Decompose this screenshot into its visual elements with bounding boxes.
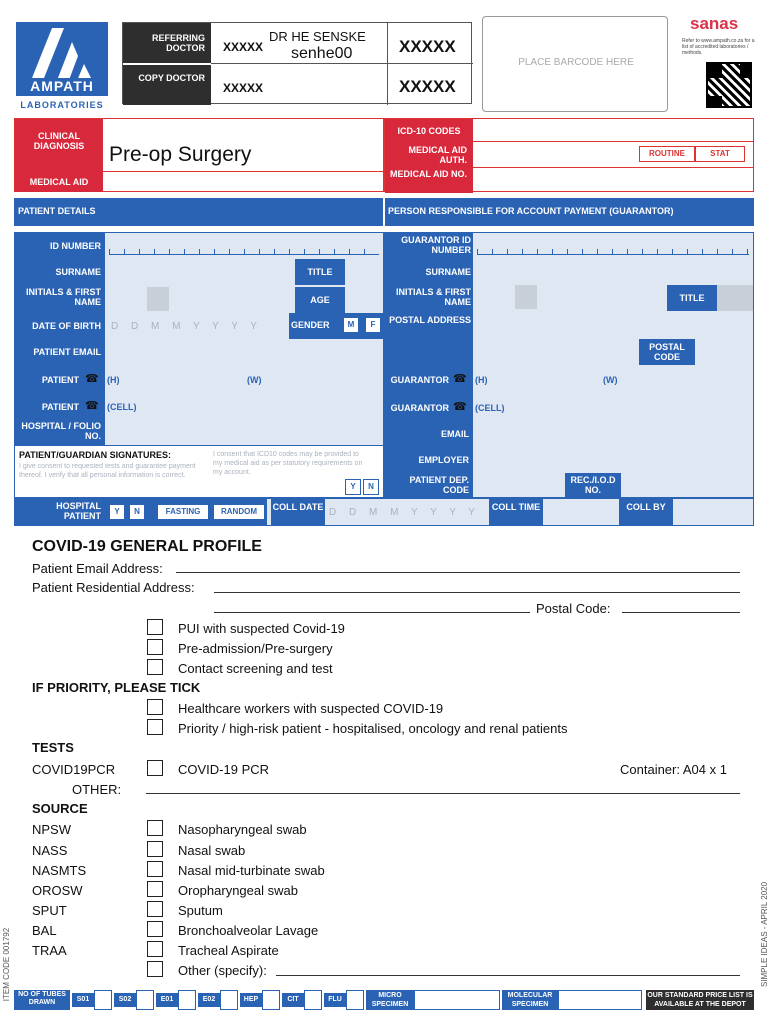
hospital-folio-label: HOSPITAL / FOLIO NO. <box>21 421 101 441</box>
address-line-2[interactable] <box>214 612 530 613</box>
dob-label: DATE OF BIRTH <box>32 321 101 331</box>
patient-email-label: PATIENT EMAIL <box>33 347 101 357</box>
icd-consent-y[interactable]: Y <box>345 479 361 495</box>
contact-screening-label: Contact screening and test <box>178 661 333 676</box>
tubes-label: NO OF TUBES DRAWN <box>18 991 66 1006</box>
ref-name: DR HE SENSKE <box>269 29 366 44</box>
phone-icon: ☎ <box>453 373 467 385</box>
routine-button[interactable]: ROUTINE <box>639 146 695 162</box>
gender-f-checkbox[interactable]: F <box>365 317 381 333</box>
postal-code-text: Postal Code: <box>536 601 611 616</box>
container-label: Container: A04 x 1 <box>620 762 727 777</box>
source-name: Nasal swab <box>178 843 246 858</box>
signatures-label: PATIENT/GUARDIAN SIGNATURES: <box>19 450 171 460</box>
patient-details-form <box>14 232 384 498</box>
source-code: TRAA <box>32 943 67 958</box>
stat-button[interactable]: STAT <box>695 146 745 162</box>
medical-aid-label: MEDICAL AID <box>29 177 89 187</box>
g-cell-label: (CELL) <box>475 403 505 413</box>
clinical-diagnosis-value[interactable]: Pre-op Surgery <box>109 143 252 166</box>
pui-label: PUI with suspected Covid-19 <box>178 621 345 636</box>
sanas-note: Refer to www.ampath.co.za for a list of accredited laboratories / methods. <box>682 38 755 56</box>
phone-home-label: PATIENT <box>41 375 79 385</box>
consent-text-1: I give consent to requested tests and guarantee payment thereof. I verify that all personal information is correct. <box>19 463 196 479</box>
healthcare-checkbox[interactable] <box>147 699 163 715</box>
phone-w-label: (W) <box>247 375 262 385</box>
qr-code-icon <box>706 62 752 108</box>
source-name: Oropharyngeal swab <box>178 883 298 898</box>
high-risk-checkbox[interactable] <box>147 719 163 735</box>
postal-code-line[interactable] <box>622 612 740 613</box>
phone-cell-value-label: (CELL) <box>107 402 137 412</box>
source-checkbox[interactable] <box>147 881 163 897</box>
barcode-area[interactable] <box>482 16 668 112</box>
phone-cell-label: PATIENT <box>41 402 79 412</box>
logo-name: AMPATH <box>16 78 108 94</box>
hospital-patient-n[interactable]: N <box>129 504 145 520</box>
tube-code: E01 <box>156 993 178 1007</box>
fasting-button[interactable]: FASTING <box>157 504 209 520</box>
patient-details-heading: PATIENT DETAILS <box>18 206 96 216</box>
ref-code2: XXXXX <box>399 37 456 56</box>
other-label: OTHER: <box>72 782 122 797</box>
source-name: Tracheal Aspirate <box>178 943 279 958</box>
residential-address-label: Patient Residential Address: <box>32 580 195 595</box>
g-title-label: TITLE <box>667 285 717 311</box>
postal-address-label: POSTAL ADDRESS <box>389 315 471 325</box>
title-label: TITLE <box>295 259 345 285</box>
covid-pcr-checkbox[interactable] <box>147 760 163 776</box>
referring-label: REFERRING DOCTOR <box>151 33 205 53</box>
source-checkbox[interactable] <box>147 901 163 917</box>
item-code: ITEM CODE 001792 <box>2 927 12 1002</box>
healthcare-label: Healthcare workers with suspected COVID-19 <box>178 701 444 716</box>
icd-label: ICD-10 CODES <box>397 126 461 136</box>
g-surname-label: SURNAME <box>425 267 471 277</box>
covid-title: COVID-19 GENERAL PROFILE <box>32 538 262 555</box>
doctor-box <box>122 22 472 104</box>
ampath-logo <box>14 18 110 114</box>
high-risk-label: Priority / high-risk patient - hospitalised, oncology and renal patients <box>178 721 568 736</box>
clinical-diagnosis-label: CLINICAL DIAGNOSIS <box>33 131 85 151</box>
initials-label: INITIALS & FIRST NAME <box>26 287 101 307</box>
tube-count-input[interactable] <box>178 990 196 1010</box>
email-line[interactable] <box>176 572 740 573</box>
tube-count-input[interactable] <box>220 990 238 1010</box>
rec-iod-label: REC./I.O.D NO. <box>565 473 621 497</box>
tube-code: HEP <box>240 993 262 1007</box>
source-checkbox[interactable] <box>147 941 163 957</box>
hospital-patient-y[interactable]: Y <box>109 504 125 520</box>
source-code: NASS <box>32 843 68 858</box>
source-code: NASMTS <box>32 863 87 878</box>
random-button[interactable]: RANDOM <box>213 504 265 520</box>
consent-text-2: I consent that ICD10 codes may be provided to my medical aid as per statutory requirements on my account. <box>213 451 363 476</box>
patient-email-address-label: Patient Email Address: <box>32 561 163 576</box>
icd-consent-n[interactable]: N <box>363 479 379 495</box>
tube-code: S01 <box>72 993 94 1007</box>
barcode-label: PLACE BARCODE HERE <box>518 57 634 68</box>
footer-bar <box>14 990 754 1010</box>
micro-input[interactable] <box>414 990 500 1010</box>
tests-heading: TESTS <box>32 740 74 755</box>
surname-label: SURNAME <box>55 267 101 277</box>
source-name: Other (specify): <box>178 963 267 978</box>
tube-count-input[interactable] <box>304 990 322 1010</box>
employer-label: EMPLOYER <box>418 455 469 465</box>
source-code: SPUT <box>32 903 67 918</box>
tube-code: CIT <box>282 993 304 1007</box>
test-code: COVID19PCR <box>32 762 116 777</box>
address-line[interactable] <box>214 592 740 593</box>
micro-label: MICRO SPECIMEN <box>366 990 414 1010</box>
guarantor-id-label: GUARANTOR ID NUMBER <box>401 235 471 255</box>
contact-screening-checkbox[interactable] <box>147 659 163 675</box>
coll-date-label: COLL DATE <box>271 499 325 525</box>
source-name: Bronchoalveolar Lavage <box>178 923 319 938</box>
postal-code-label: POSTAL CODE <box>639 339 695 365</box>
ref-code: XXXXX <box>223 40 264 54</box>
tube-code: S02 <box>114 993 136 1007</box>
source-name: Nasopharyngeal swab <box>178 822 307 837</box>
copy-code2: XXXXX <box>399 77 456 96</box>
tube-code: E02 <box>198 993 220 1007</box>
icd-box[interactable] <box>384 118 754 192</box>
g-email-label: EMAIL <box>441 429 469 439</box>
phone-icon: ☎ <box>85 400 99 412</box>
g-w-label: (W) <box>603 375 618 385</box>
guarantor-heading: PERSON RESPONSIBLE FOR ACCOUNT PAYMENT (GUARANTOR) <box>388 206 674 216</box>
gender-m-checkbox[interactable]: M <box>343 317 359 333</box>
sanas-logo: sanas <box>690 14 739 33</box>
g-h-label: (H) <box>475 375 488 385</box>
guarantor-form <box>384 232 754 498</box>
pui-checkbox[interactable] <box>147 619 163 635</box>
gender-label: GENDER <box>291 320 330 330</box>
age-label: AGE <box>295 287 345 313</box>
source-checkbox[interactable] <box>147 921 163 937</box>
pre-admission-label: Pre-admission/Pre-surgery <box>178 641 333 656</box>
molecular-label: MOLECULAR SPECIMEN <box>502 990 558 1010</box>
guarantor-phone-h-label: GUARANTOR <box>390 375 449 385</box>
tube-count-input[interactable] <box>136 990 154 1010</box>
molecular-input[interactable] <box>558 990 642 1010</box>
clinical-diagnosis-box[interactable] <box>14 118 384 192</box>
source-code: NPSW <box>32 822 71 837</box>
copy-code: XXXXX <box>223 81 264 95</box>
source-checkbox[interactable] <box>147 961 163 977</box>
price-list-note: OUR STANDARD PRICE LIST IS AVAILABLE AT THE DEPOT <box>647 992 753 1008</box>
source-code: OROSW <box>32 883 83 898</box>
source-code: BAL <box>32 923 57 938</box>
coll-by-label: COLL BY <box>619 499 673 525</box>
collection-row <box>14 498 754 526</box>
coll-date-placeholder[interactable]: D D M M Y Y Y Y <box>329 507 480 518</box>
tube-count-input[interactable] <box>346 990 364 1010</box>
dep-code-label: PATIENT DEP. CODE <box>409 475 469 495</box>
source-checkbox[interactable] <box>147 861 163 877</box>
dob-placeholder[interactable]: D D M M Y Y Y Y <box>111 321 262 332</box>
other-line[interactable] <box>146 793 740 794</box>
source-name: Sputum <box>178 903 223 918</box>
phone-icon: ☎ <box>85 373 99 385</box>
tube-count-input[interactable] <box>262 990 280 1010</box>
other-specify-line[interactable] <box>276 975 740 976</box>
source-checkbox[interactable] <box>147 841 163 857</box>
copy-label: COPY DOCTOR <box>138 73 205 83</box>
aid-no-label: MEDICAL AID NO. <box>389 169 467 179</box>
phone-h-label: (H) <box>107 375 120 385</box>
source-name: Nasal mid-turbinate swab <box>178 863 325 878</box>
tube-count-input[interactable] <box>94 990 112 1010</box>
guarantor-phone-cell-label: GUARANTOR <box>390 403 449 413</box>
tube-code: FLU <box>324 993 346 1007</box>
priority-heading: IF PRIORITY, PLEASE TICK <box>32 680 201 695</box>
covid-pcr-label: COVID-19 PCR <box>178 762 270 777</box>
logo-sub: LABORATORIES <box>20 100 104 110</box>
auth-label: MEDICAL AID AUTH. <box>408 145 467 165</box>
source-heading: SOURCE <box>32 801 88 816</box>
simple-ideas: SIMPLE IDEAS - APRIL 2020 <box>760 881 770 988</box>
source-checkbox[interactable] <box>147 820 163 836</box>
ref-user: senhe00 <box>291 45 353 62</box>
hospital-patient-label: HOSPITAL PATIENT <box>56 501 101 521</box>
phone-icon: ☎ <box>453 401 467 413</box>
g-initials-label: INITIALS & FIRST NAME <box>396 287 471 307</box>
pre-admission-checkbox[interactable] <box>147 639 163 655</box>
id-number-label: ID NUMBER <box>50 241 101 251</box>
coll-time-label: COLL TIME <box>489 499 543 525</box>
